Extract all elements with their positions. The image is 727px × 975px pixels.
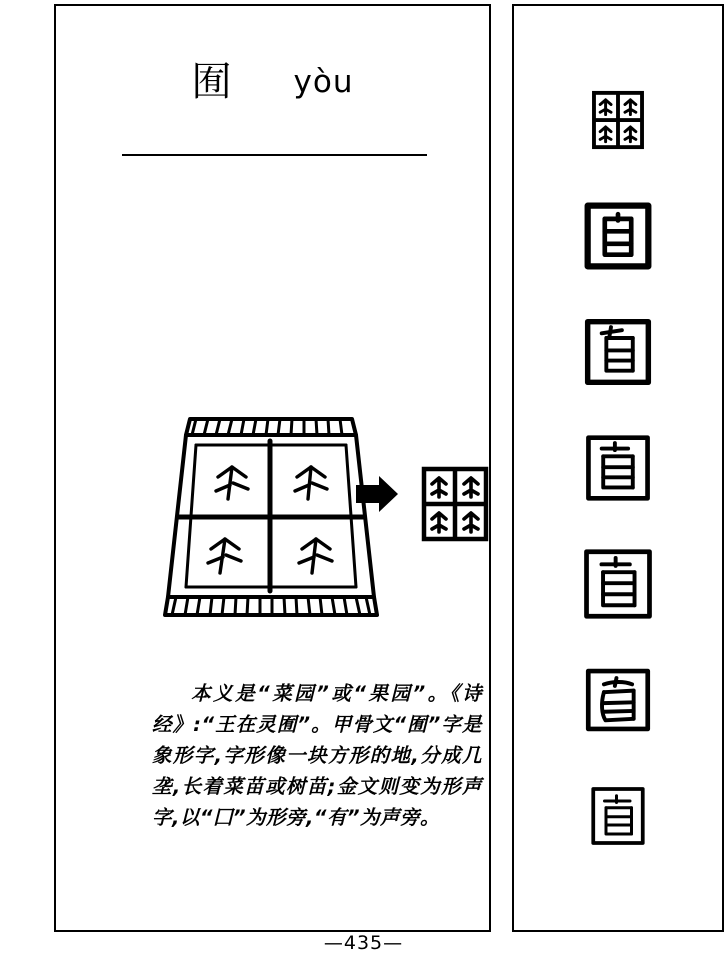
header-divider — [122, 154, 427, 156]
headword-character: 囿 — [191, 59, 234, 105]
script-form-clerical — [514, 642, 722, 758]
right-arrow-icon — [354, 474, 400, 514]
oracle-bone-form-you-icon — [419, 464, 491, 544]
headword-pinyin: yòu — [293, 64, 354, 100]
script-form-bronze-2 — [514, 294, 722, 410]
script-form-seal-1 — [514, 410, 722, 526]
script-evolution-list — [514, 62, 722, 874]
script-form-oracle-bone — [514, 62, 722, 178]
page-number-label: —435— — [323, 932, 404, 954]
explanation-text — [152, 678, 482, 833]
page-number — [0, 932, 727, 954]
illustration-row — [96, 396, 456, 636]
entry-panel — [54, 4, 491, 932]
seal-script-2-icon — [581, 545, 655, 623]
script-form-bronze-1 — [514, 178, 722, 294]
bronze-script-1-icon — [583, 200, 653, 272]
walled-garden-drawing — [156, 401, 316, 616]
script-form-regular — [514, 758, 722, 874]
script-evolution-panel — [512, 4, 724, 932]
entry-header — [56, 58, 489, 106]
regular-script-icon — [588, 783, 648, 849]
bronze-script-2-icon — [583, 316, 653, 388]
explanation-paragraph: 本义是“菜园”或“果园”。《诗经》:“王在灵囿”。甲骨文“囿”字是象形字,字形像一块方形的地,分成几垄,长着菜苗或树苗;金文则变为形声字,以“囗”为形旁,“有”为声旁。 — [152, 682, 482, 829]
clerical-script-icon — [582, 664, 654, 736]
garden-svg — [156, 401, 386, 631]
oracle-bone-script-icon — [590, 89, 646, 151]
seal-script-1-icon — [583, 431, 653, 505]
script-form-seal-2 — [514, 526, 722, 642]
